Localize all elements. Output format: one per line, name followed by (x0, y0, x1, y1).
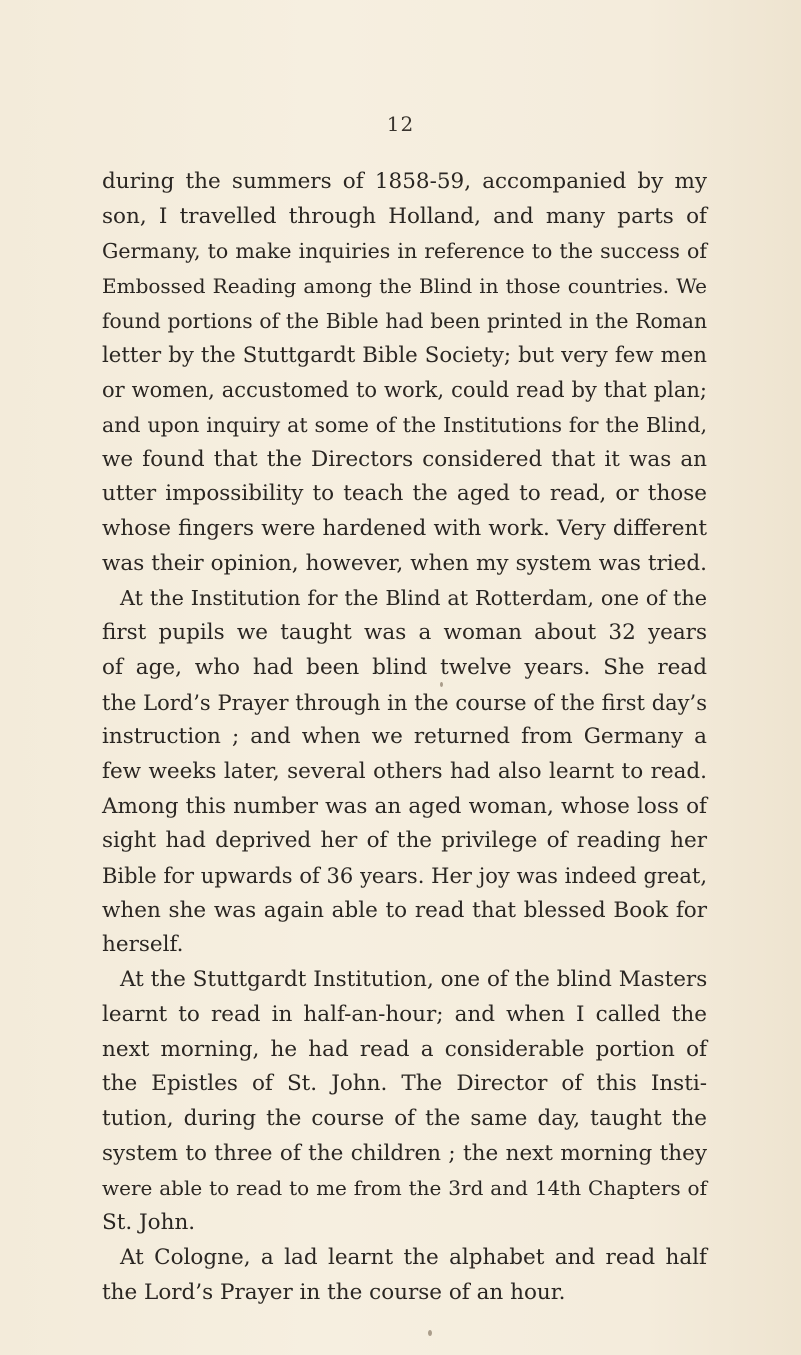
text-line: or women, accustomed to work, could read by that plan; (102, 378, 707, 403)
text-line: learnt to read in half-an-hour; and when I called the (102, 1001, 707, 1027)
text-line: St. John. (102, 1210, 196, 1236)
text-line: letter by the Stuttgardt Bible Society; but very few men (102, 342, 707, 368)
paper-speck (440, 682, 443, 687)
text-line: son, I travelled through Holland, and many parts of (102, 203, 707, 229)
paper-speck (428, 1330, 432, 1336)
body-text (102, 165, 707, 1310)
text-line: instruction ; and when we returned from Germany a (102, 724, 707, 750)
text-line: At the Institution for the Blind at Rotterdam, one of the (120, 586, 707, 611)
text-line: we found that the Directors considered that it was an (102, 446, 707, 472)
text-line: sight had deprived her of the privilege of reading her (102, 828, 707, 854)
page-number: 12 (386, 112, 415, 136)
text-line: utter impossibility to teach the aged to read, or those (102, 481, 707, 507)
text-line: next morning, he had read a considerable portion of (102, 1036, 707, 1062)
text-line: herself. (102, 932, 184, 958)
text-line: the Lord’s Prayer through in the course of the first day’s (102, 690, 707, 715)
text-line: tution, during the course of the same day, taught the (102, 1105, 707, 1131)
text-line: system to three of the children ; the next morning they (102, 1140, 707, 1166)
text-line: first pupils we taught was a woman about 32 years (102, 620, 707, 646)
text-line: was their opinion, however, when my system was tried. (102, 550, 707, 576)
text-line: found portions of the Bible had been printed in the Roman (102, 308, 707, 333)
text-line: whose fingers were hardened with work. Very different (102, 516, 707, 542)
text-line: the Lord’s Prayer in the course of an hour. (102, 1279, 566, 1305)
text-line: the Epistles of St. John. The Director of this Insti- (102, 1071, 707, 1097)
text-line: At Cologne, a lad learnt the alphabet and read half (120, 1244, 707, 1270)
text-line: Germany, to make inquiries in reference to the success of (102, 239, 707, 264)
text-line: were able to read to me from the 3rd and 14th Chapters of (102, 1176, 707, 1201)
text-line: few weeks later, several others had also learnt to read. (102, 758, 707, 784)
text-line: during the summers of 1858-59, accompanied by my (102, 169, 707, 194)
text-line: Bible for upwards of 36 years. Her joy was indeed great, (102, 864, 707, 889)
text-line: when she was again able to read that blessed Book for (102, 897, 707, 923)
text-line: of age, who had been blind twelve years. She read (102, 654, 707, 680)
text-line: At the Stuttgardt Institution, one of the blind Masters (120, 967, 708, 993)
text-line: Embossed Reading among the Blind in those countries. We (102, 274, 707, 299)
text-line: and upon inquiry at some of the Institutions for the Blind, (102, 412, 707, 437)
text-line: Among this number was an aged woman, whose loss of (102, 793, 707, 819)
